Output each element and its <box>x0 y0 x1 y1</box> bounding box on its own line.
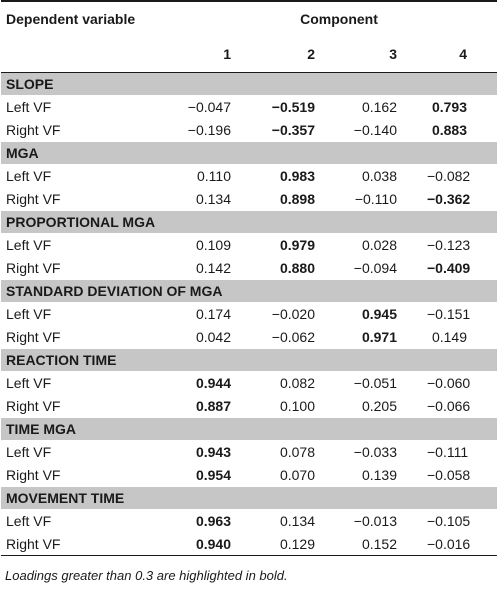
loading-cell: 0.883 <box>431 121 468 138</box>
section-header-row <box>1 73 497 96</box>
row-label: Left VF <box>6 374 52 391</box>
loading-cell: 0.142 <box>195 259 231 276</box>
component-4-header: 4 <box>427 36 497 73</box>
loading-cell: −0.013 <box>353 512 397 529</box>
loading-cell: 0.152 <box>345 532 427 556</box>
component-2-header: 2 <box>261 36 345 73</box>
row-label: Left VF <box>6 512 52 529</box>
row-label: Right VF <box>6 259 61 276</box>
loading-cell: −0.196 <box>187 121 231 138</box>
table-row <box>1 302 497 325</box>
section-title: SLOPE <box>1 73 497 96</box>
table-row <box>1 233 497 256</box>
loading-cell: 0.887 <box>195 397 231 414</box>
loading-cell: −0.357 <box>271 121 315 138</box>
row-label: Left VF <box>6 443 52 460</box>
row-label: Right VF <box>6 190 61 207</box>
loading-cell: 0.943 <box>195 443 231 460</box>
component-1-header: 1 <box>181 36 261 73</box>
loading-cell: 0.149 <box>431 328 468 345</box>
loading-cell: 0.134 <box>195 190 231 207</box>
loading-cell: −0.519 <box>271 98 315 115</box>
loading-cell: 0.979 <box>279 236 315 253</box>
loading-cell: 0.971 <box>361 328 397 345</box>
loading-cell: 0.082 <box>279 374 315 391</box>
loading-cell: −0.066 <box>427 397 471 414</box>
row-label: Left VF <box>6 236 52 253</box>
loading-cell: −0.111 <box>427 443 469 460</box>
section-header-row <box>1 211 497 234</box>
loadings-table <box>1 0 497 556</box>
loading-cell: 0.134 <box>279 512 315 529</box>
row-label: Left VF <box>6 98 52 115</box>
header-row-numbers <box>1 36 497 73</box>
section-title: MOVEMENT TIME <box>1 487 497 510</box>
loading-cell: −0.062 <box>271 328 315 345</box>
loading-cell: 0.963 <box>195 512 231 529</box>
table-row <box>1 95 497 118</box>
table-row <box>1 532 497 556</box>
loading-cell: 0.880 <box>279 259 315 276</box>
section-title: REACTION TIME <box>1 349 497 372</box>
loading-cell: −0.123 <box>427 236 471 253</box>
table-row <box>1 118 497 142</box>
loading-cell: −0.110 <box>354 190 397 207</box>
table-row <box>1 371 497 394</box>
section-title: MGA <box>1 142 497 165</box>
loading-cell: −0.060 <box>427 374 471 391</box>
section-title: PROPORTIONAL MGA <box>1 211 497 234</box>
section-header-row <box>1 280 497 303</box>
loading-cell: 0.174 <box>195 305 231 322</box>
loading-cell: −0.094 <box>353 259 397 276</box>
loading-cell: 0.205 <box>361 397 397 414</box>
table-row <box>1 187 497 211</box>
loading-cell: −0.409 <box>427 259 471 276</box>
row-label: Right VF <box>1 532 181 556</box>
loading-cell: −0.020 <box>271 305 315 322</box>
section-header-row <box>1 142 497 165</box>
loading-cell: 0.139 <box>361 466 397 483</box>
loading-cell: 0.038 <box>361 167 397 184</box>
loading-cell: 0.028 <box>361 236 397 253</box>
table-row <box>1 509 497 532</box>
table-row <box>1 440 497 463</box>
loading-cell: 0.954 <box>195 466 231 483</box>
table-row <box>1 256 497 280</box>
loading-cell: 0.078 <box>279 443 315 460</box>
dependent-variable-header: Dependent variable <box>1 1 181 36</box>
loading-cell: 0.100 <box>279 397 315 414</box>
table-footnote: Loadings greater than 0.3 are highlighted in bold. <box>5 568 288 583</box>
table-body <box>1 1 497 556</box>
loading-cell: 0.070 <box>279 466 315 483</box>
loading-cell: −0.058 <box>427 466 471 483</box>
loading-cell: 0.983 <box>279 167 315 184</box>
row-label: Right VF <box>6 328 61 345</box>
table-row <box>1 463 497 487</box>
loading-cell: −0.033 <box>353 443 397 460</box>
loading-cell: 0.042 <box>195 328 231 345</box>
loading-cell: −0.082 <box>427 167 471 184</box>
header-empty-cell <box>1 36 181 73</box>
loading-cell: 0.940 <box>181 532 261 556</box>
component-header: Component <box>181 1 497 36</box>
section-header-row <box>1 349 497 372</box>
header-row-top <box>1 1 497 36</box>
row-label: Right VF <box>6 466 61 483</box>
section-title: STANDARD DEVIATION OF MGA <box>1 280 497 303</box>
loading-cell: −0.362 <box>427 190 471 207</box>
loading-cell: 0.110 <box>197 167 231 184</box>
component-3-header: 3 <box>345 36 427 73</box>
section-title: TIME MGA <box>1 418 497 441</box>
section-header-row <box>1 487 497 510</box>
loading-cell: 0.944 <box>195 374 231 391</box>
row-label: Right VF <box>6 397 61 414</box>
loading-cell: 0.793 <box>431 98 468 115</box>
loading-cell: 0.129 <box>261 532 345 556</box>
loading-cell: −0.016 <box>427 532 497 556</box>
loading-cell: −0.151 <box>427 305 471 322</box>
loading-cell: 0.945 <box>361 305 397 322</box>
loading-cell: 0.162 <box>361 98 397 115</box>
loading-cell: 0.109 <box>195 236 231 253</box>
loading-cell: 0.898 <box>279 190 315 207</box>
table-row <box>1 325 497 349</box>
table-row <box>1 394 497 418</box>
row-label: Right VF <box>6 121 61 138</box>
row-label: Left VF <box>6 305 52 322</box>
table-row <box>1 164 497 187</box>
loading-cell: −0.140 <box>353 121 397 138</box>
section-header-row <box>1 418 497 441</box>
loading-cell: −0.047 <box>187 98 231 115</box>
loading-cell: −0.105 <box>427 512 471 529</box>
row-label: Left VF <box>6 167 52 184</box>
loading-cell: −0.051 <box>353 374 397 391</box>
